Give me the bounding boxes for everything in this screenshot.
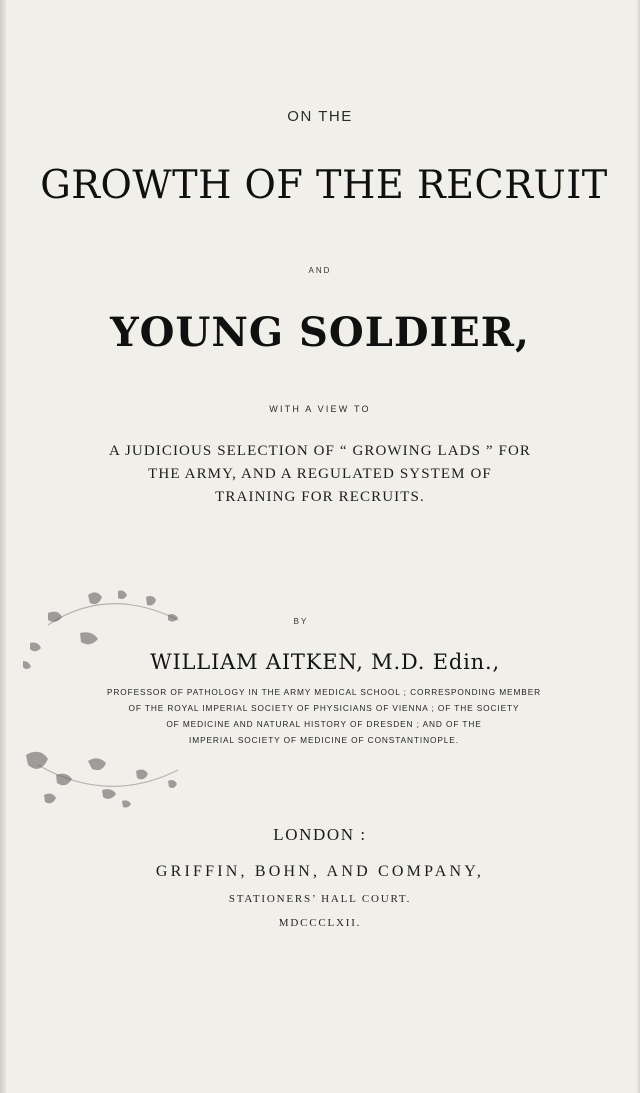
credential-line: OF MEDICINE AND NATURAL HISTORY OF DRESDEN ; AND OF THE [166, 719, 482, 729]
imprint-city: LONDON : [273, 825, 367, 844]
description-line: A JUDICIOUS SELECTION OF “ GROWING LADS ” FOR [109, 443, 531, 459]
credential-line: IMPERIAL SOCIETY OF MEDICINE OF CONSTANTINOPLE. [189, 735, 459, 745]
and-connector: AND [308, 266, 332, 275]
publication-year: MDCCCLXII. [278, 917, 362, 929]
credential-line: PROFESSOR OF PATHOLOGY IN THE ARMY MEDICAL SCHOOL ; CORRESPONDING MEMBER [106, 687, 542, 697]
description-line: THE ARMY, AND A REGULATED SYSTEM OF [148, 466, 492, 482]
publisher-address: STATIONERS’ HALL COURT. [228, 893, 412, 905]
page-edge [636, 0, 640, 1093]
author-name: WILLIAM AITKEN, M.D. Edin., [150, 650, 500, 674]
by-line: BY [293, 617, 309, 626]
description-line: TRAINING FOR RECRUITS. [215, 489, 425, 505]
description-block [0, 440, 640, 509]
author-credentials [8, 684, 640, 748]
subtitle: YOUNG SOLDIER, [110, 309, 530, 356]
with-view-line: WITH A VIEW TO [269, 404, 371, 414]
credential-line: OF THE ROYAL IMPERIAL SOCIETY OF PHYSICIANS OF VIENNA ; OF THE SOCIETY [128, 703, 520, 713]
binding-edge [0, 0, 6, 1093]
publisher-name: GRIFFIN, BOHN, AND COMPANY, [155, 863, 485, 880]
main-title: GROWTH OF THE RECRUIT [40, 163, 608, 208]
on-the-line: ON THE [287, 108, 353, 125]
